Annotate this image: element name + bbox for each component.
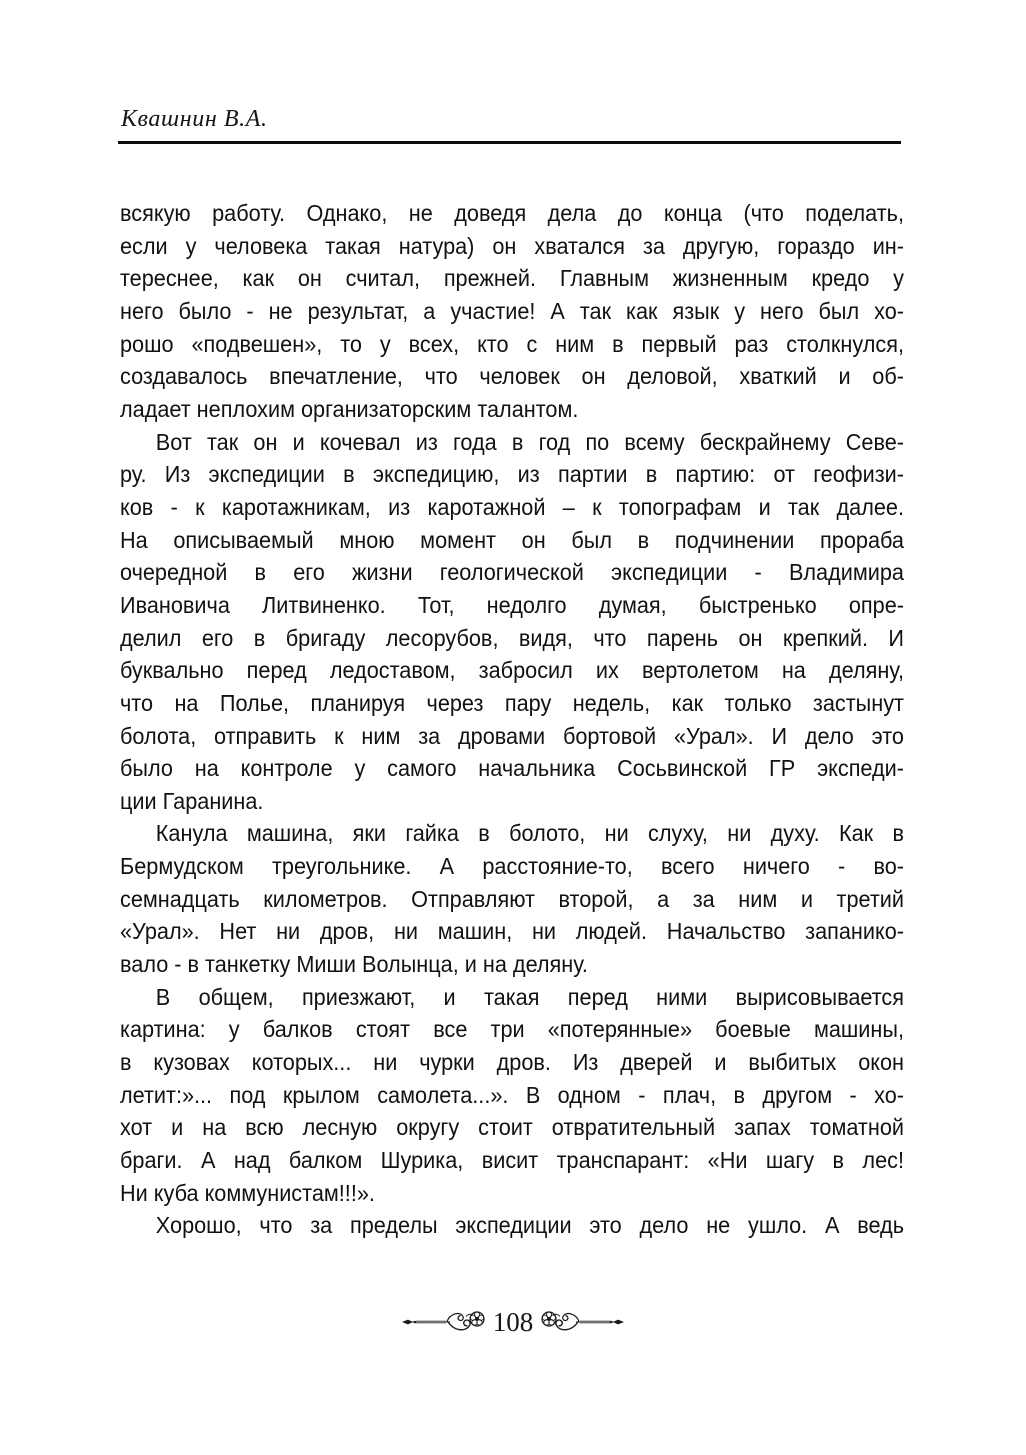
body-line: было на контроле у самого начальника Сосьвинской ГР экспеди-: [120, 755, 904, 782]
body-line: На описываемый мною момент он был в подчинении прораба: [120, 526, 904, 553]
body-line: делил его в бригаду лесорубов, видя, что парень он крепкий. И: [120, 624, 904, 651]
body-line: тереснее, как он считал, прежней. Главным жизненным кредо у: [120, 265, 904, 292]
footer-ornament-left-icon: [402, 1305, 486, 1339]
body-line: браги. А над балком Шурика, висит транспарант: «Ни шагу в лес!: [120, 1147, 904, 1174]
body-line: Ивановича Литвиненко. Тот, недолго думая, быстренько опре-: [120, 591, 904, 618]
body-line: него было - не результат, а участие! А так как язык у него был хо-: [120, 297, 904, 324]
body-line: картина: у балков стоят все три «потерянные» боевые машины,: [120, 1016, 904, 1043]
body-line: рошо «подвешен», то у всех, кто с ним в первый раз столкнулся,: [120, 330, 904, 357]
page-footer: [0, 1305, 1026, 1339]
body-line: вало - в танкетку Миши Волынца, и на деляну.: [120, 951, 588, 978]
rosette-icon: [542, 1312, 556, 1326]
body-line: ков - к каротажникам, из каротажной – к топографам и так далее.: [120, 493, 904, 520]
body-line: летит:»... под крылом самолета...». В одном - плач, в другом - хо-: [120, 1081, 904, 1108]
footer-ornament-right-icon: [540, 1305, 624, 1339]
body-line: ции Гаранина.: [120, 787, 264, 814]
body-line: в кузовах которых... ни чурки дров. Из дверей и выбитых окон: [120, 1049, 904, 1076]
body-line: всякую работу. Однако, не доведя дела до конца (что поделать,: [120, 200, 904, 226]
header-rule: [118, 141, 901, 144]
body-line: Ни куба коммунистам!!!».: [120, 1179, 375, 1206]
rosette-icon: [470, 1312, 484, 1326]
body-line: В общем, приезжают, и такая перед ними вырисовывается: [155, 983, 904, 1010]
body-line: семнадцать километров. Отправляют второй, а за ним и третий: [120, 885, 904, 912]
body-line: Бермудском треугольнике. А расстояние-то, всего ничего - во-: [120, 853, 904, 880]
body-line: болота, отправить к ним за дровами бортовой «Урал». И дело это: [120, 722, 904, 749]
body-line: ру. Из экспедиции в экспедицию, из партии в партию: от геофизи-: [120, 461, 904, 488]
body-line: если у человека такая натура) он хватался за другую, гораздо ин-: [120, 232, 904, 259]
running-header-author: Квашнин В.А.: [121, 106, 268, 132]
body-line: буквально перед ледоставом, забросил их вертолетом на деляну,: [120, 657, 904, 684]
body-line: Вот так он и кочевал из года в год по всему бескрайнему Севе-: [155, 428, 904, 455]
body-line: создавалось впечатление, что человек он деловой, хваткий и об-: [120, 363, 904, 390]
body-text: [120, 197, 904, 1242]
body-line: «Урал». Нет ни дров, ни машин, ни людей. Начальство запанико-: [120, 918, 904, 945]
body-line: Канула машина, яки гайка в болото, ни слуху, ни духу. Как в: [155, 820, 904, 847]
body-line: хот и на всю лесную округу стоит отвратительный запах томатной: [120, 1114, 904, 1141]
body-line: очередной в его жизни геологической экспедиции - Владимира: [120, 559, 904, 586]
page-number: 108: [492, 1307, 534, 1337]
body-line: Хорошо, что за пределы экспедиции это дело не ушло. А ведь: [155, 1212, 904, 1239]
body-line: что на Полье, планируя через пару недель, как только застынут: [120, 689, 904, 716]
body-line: ладает неплохим организаторским талантом.: [120, 395, 579, 422]
